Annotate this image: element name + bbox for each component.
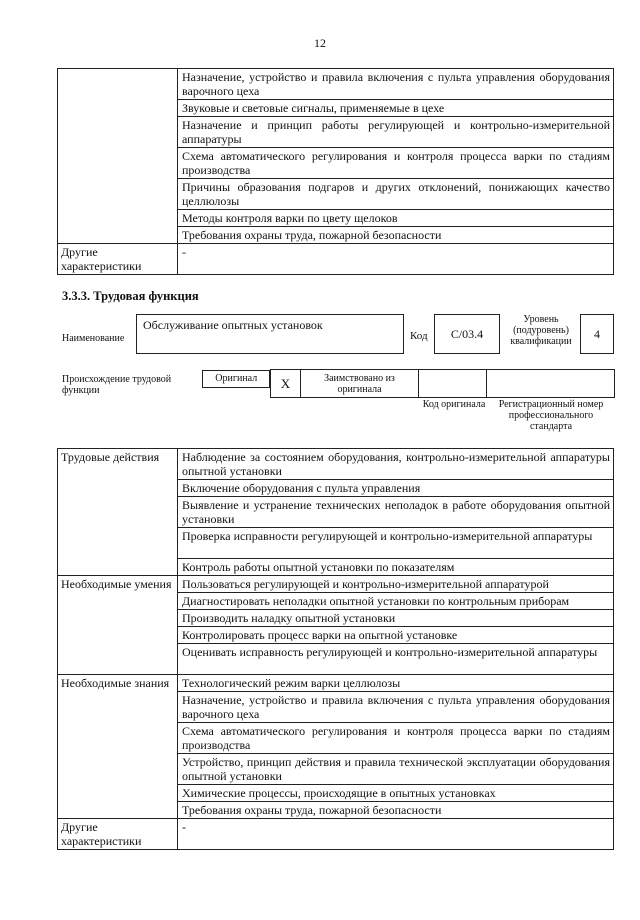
table-cell: Технологический режим варки целлюлозы [178, 675, 614, 692]
table-cell: Требования охраны труда, пожарной безопасности [178, 227, 614, 244]
table-cell: Производить наладку опытной установки [178, 610, 614, 627]
category-cell: Другие характеристики [58, 244, 178, 275]
table-cell: Проверка исправности регулирующей и контрольно-измерительной аппаратуры [178, 528, 614, 559]
table-cell: Включение оборудования с пульта управления [178, 480, 614, 497]
registration-caption: Регистрационный номер профессионального стандарта [498, 399, 604, 432]
table-cell: Причины образования подгаров и других отклонений, понижающих качество целлюлозы [178, 179, 614, 210]
table-cell: Оценивать исправность регулирующей и контрольно-измерительной аппаратуры [178, 644, 614, 675]
name-label: Наименование [62, 333, 125, 344]
table-cell: Назначение, устройство и правила включения с пульта управления оборудования варочного цеха [178, 692, 614, 723]
registration-number-cell [486, 370, 614, 398]
level-value-box [580, 314, 614, 354]
category-cell: Другие характеристики [58, 819, 178, 850]
code-caption: Код оригинала [422, 399, 486, 410]
table-cell: Контролировать процесс варки на опытной установке [178, 627, 614, 644]
level-value: 4 [594, 326, 600, 341]
table-cell: - [178, 819, 614, 850]
table-row [58, 675, 614, 692]
name-value: Обслуживание опытных установок [143, 318, 323, 332]
table-row [58, 449, 614, 480]
original-mark: X [270, 370, 300, 398]
table-cell: Наблюдение за состоянием оборудования, контрольно-измерительной аппаратуры опытной установки [178, 449, 614, 480]
code-value-box [434, 314, 500, 354]
labor-function-table [57, 448, 614, 850]
table-row [58, 819, 614, 850]
table-row [58, 69, 614, 100]
original-code-cell [418, 370, 486, 398]
table-cell: Звуковые и световые сигналы, применяемые в цехе [178, 100, 614, 117]
top-knowledge-table [57, 68, 614, 275]
name-value-box [136, 314, 404, 354]
table-cell: - [178, 244, 614, 275]
origin-label: Происхождение трудовой функции [62, 374, 172, 396]
table-row [58, 244, 614, 275]
table-cell: Назначение, устройство и правила включения с пульта управления оборудования варочного цеха [178, 69, 614, 100]
table-cell: Диагностировать неполадки опытной установки по контрольным приборам [178, 593, 614, 610]
table-cell: Пользоваться регулирующей и контрольно-измерительной аппаратурой [178, 576, 614, 593]
category-cell: Трудовые действия [58, 449, 178, 576]
section-title: 3.3.3. Трудовая функция [62, 289, 199, 303]
code-value: С/03.4 [450, 326, 484, 341]
table-cell: Схема автоматического регулирования и контроля процесса варки по стадиям производства [178, 723, 614, 754]
category-cell: Необходимые умения [58, 576, 178, 675]
category-cell-empty [58, 69, 178, 244]
original-label: Оригинал [202, 370, 270, 388]
table-cell: Контроль работы опытной установки по показателям [178, 559, 614, 576]
code-label: Код [410, 330, 428, 342]
table-row [58, 576, 614, 593]
table-cell: Требования охраны труда, пожарной безопасности [178, 802, 614, 819]
table-cell: Назначение и принцип работы регулирующей и контрольно-измерительной аппаратуры [178, 117, 614, 148]
table-cell: Химические процессы, происходящие в опытных установках [178, 785, 614, 802]
table-cell: Методы контроля варки по цвету щелоков [178, 210, 614, 227]
table-cell: Схема автоматического регулирования и контроля процесса варки по стадиям производства [178, 148, 614, 179]
origin-table [202, 369, 615, 398]
borrowed-label: Заимствовано из оригинала [300, 370, 418, 398]
table-cell: Устройство, принцип действия и правила технической эксплуатации оборудования опытной установки [178, 754, 614, 785]
table-cell: Выявление и устранение технических неполадок в работе оборудования опытной установки [178, 497, 614, 528]
category-cell: Необходимые знания [58, 675, 178, 819]
level-label: Уровень (подуровень) квалификации [510, 314, 572, 347]
page-number: 12 [314, 36, 326, 50]
